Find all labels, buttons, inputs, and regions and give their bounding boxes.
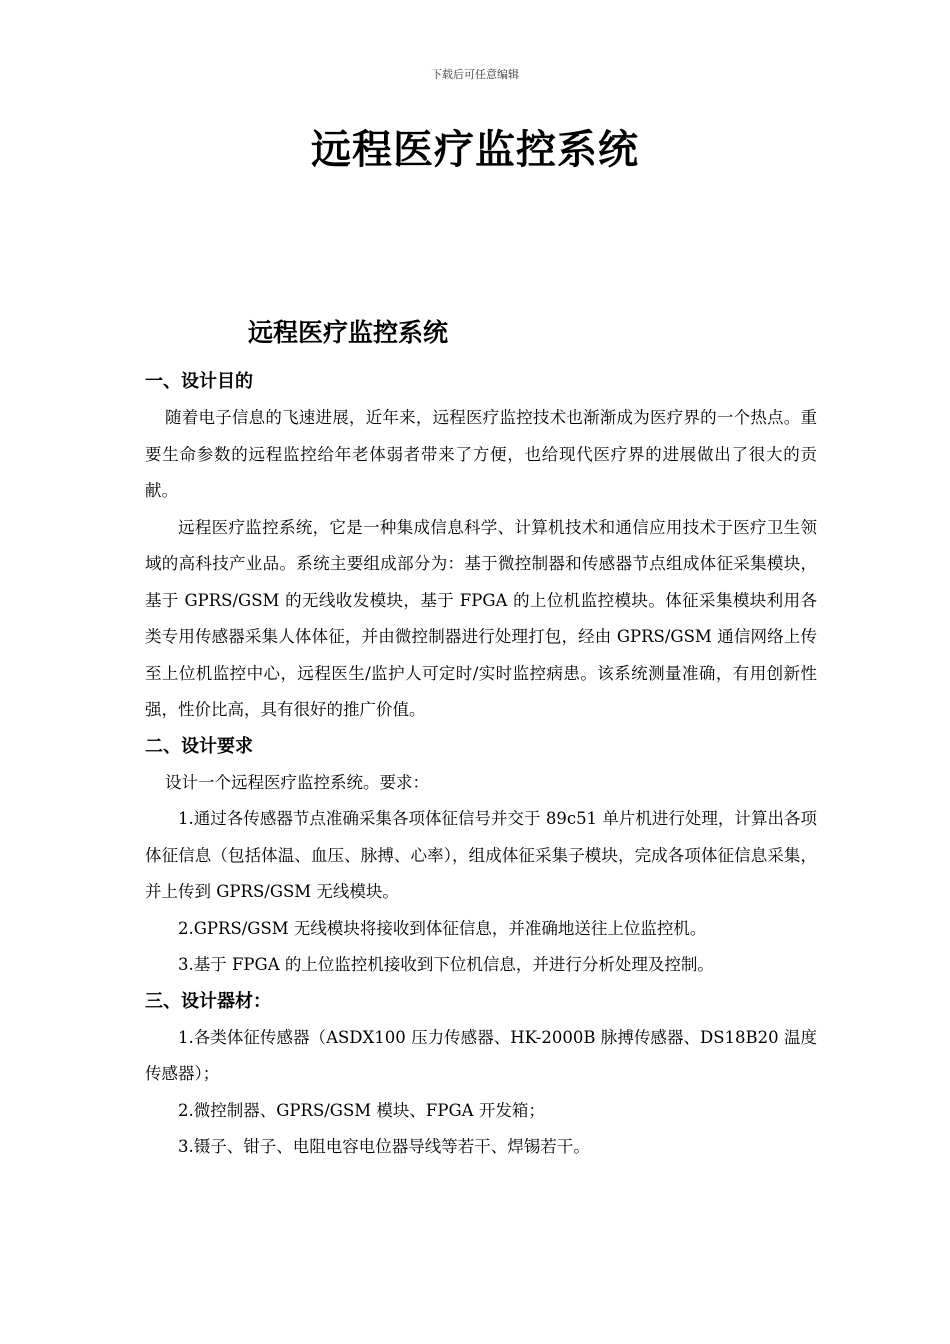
header-note: 下载后可任意编辑	[431, 68, 519, 81]
paragraph-purpose-1: 随着电子信息的飞速进展，近年来，远程医疗监控技术也渐渐成为医疗界的一个热点。重要生命参数的远程监控给年老体弱者带来了方便，也给现代医疗界的进展做出了很大的贡献。	[145, 408, 817, 500]
requirement-item-2: 2.GPRS/GSM 无线模块将接收到体征信息，并准确地送往上位监控机。	[178, 918, 707, 938]
section-heading-equipment: 三、设计器材：	[145, 990, 271, 1012]
paragraph-purpose-2: 远程医疗监控系统，它是一种集成信息科学、计算机技术和通信应用技术于医疗卫生领域的高科技产业品。系统主要组成部分为：基于微控制器和传感器节点组成体征采集模块，基于 GPRS/GSM 的无线收发模块，基于 FPGA 的上位机监控模块。体征采集模块利用各类专用传感器采集人体体征，并由微控制器进行处理打包，经由 GPRS/GSM 通信网络上传至上位机监控中心，远程医生/监护人可定时/实时监控病患。该系统测量准确，有用创新性强，性价比高，具有很好的推广价值。	[145, 517, 817, 719]
sub-title: 远程医疗监控系统	[248, 318, 449, 347]
requirement-item-3: 3.基于 FPGA 的上位监控机接收到下位机信息，并进行分析处理及控制。	[178, 955, 714, 974]
section-heading-requirements: 二、设计要求	[145, 735, 253, 757]
equipment-item-1: 1.各类体征传感器（ASDX100 压力传感器、HK-2000B 脉搏传感器、DS18B20 温度传感器）；	[145, 1027, 817, 1083]
requirement-item-1: 1.通过各传感器节点准确采集各项体征信号并交于 89c51 单片机进行处理，计算出各项体征信息（包括体温、血压、脉搏、心率），组成体征采集子模块，完成各项体征信息采集，并上传到 GPRS/GSM 无线模块。	[145, 809, 817, 901]
main-title: 远程医疗监控系统	[311, 127, 639, 173]
section-heading-purpose: 一、设计目的	[145, 371, 253, 392]
document-body	[145, 364, 817, 1166]
equipment-item-3: 3.镊子、钳子、电阻电容电位器导线等若干、焊锡若干。	[178, 1137, 590, 1156]
requirements-intro: 设计一个远程医疗监控系统。要求：	[165, 772, 429, 792]
equipment-item-2: 2.微控制器、GPRS/GSM 模块、FPGA 开发箱；	[178, 1100, 545, 1120]
